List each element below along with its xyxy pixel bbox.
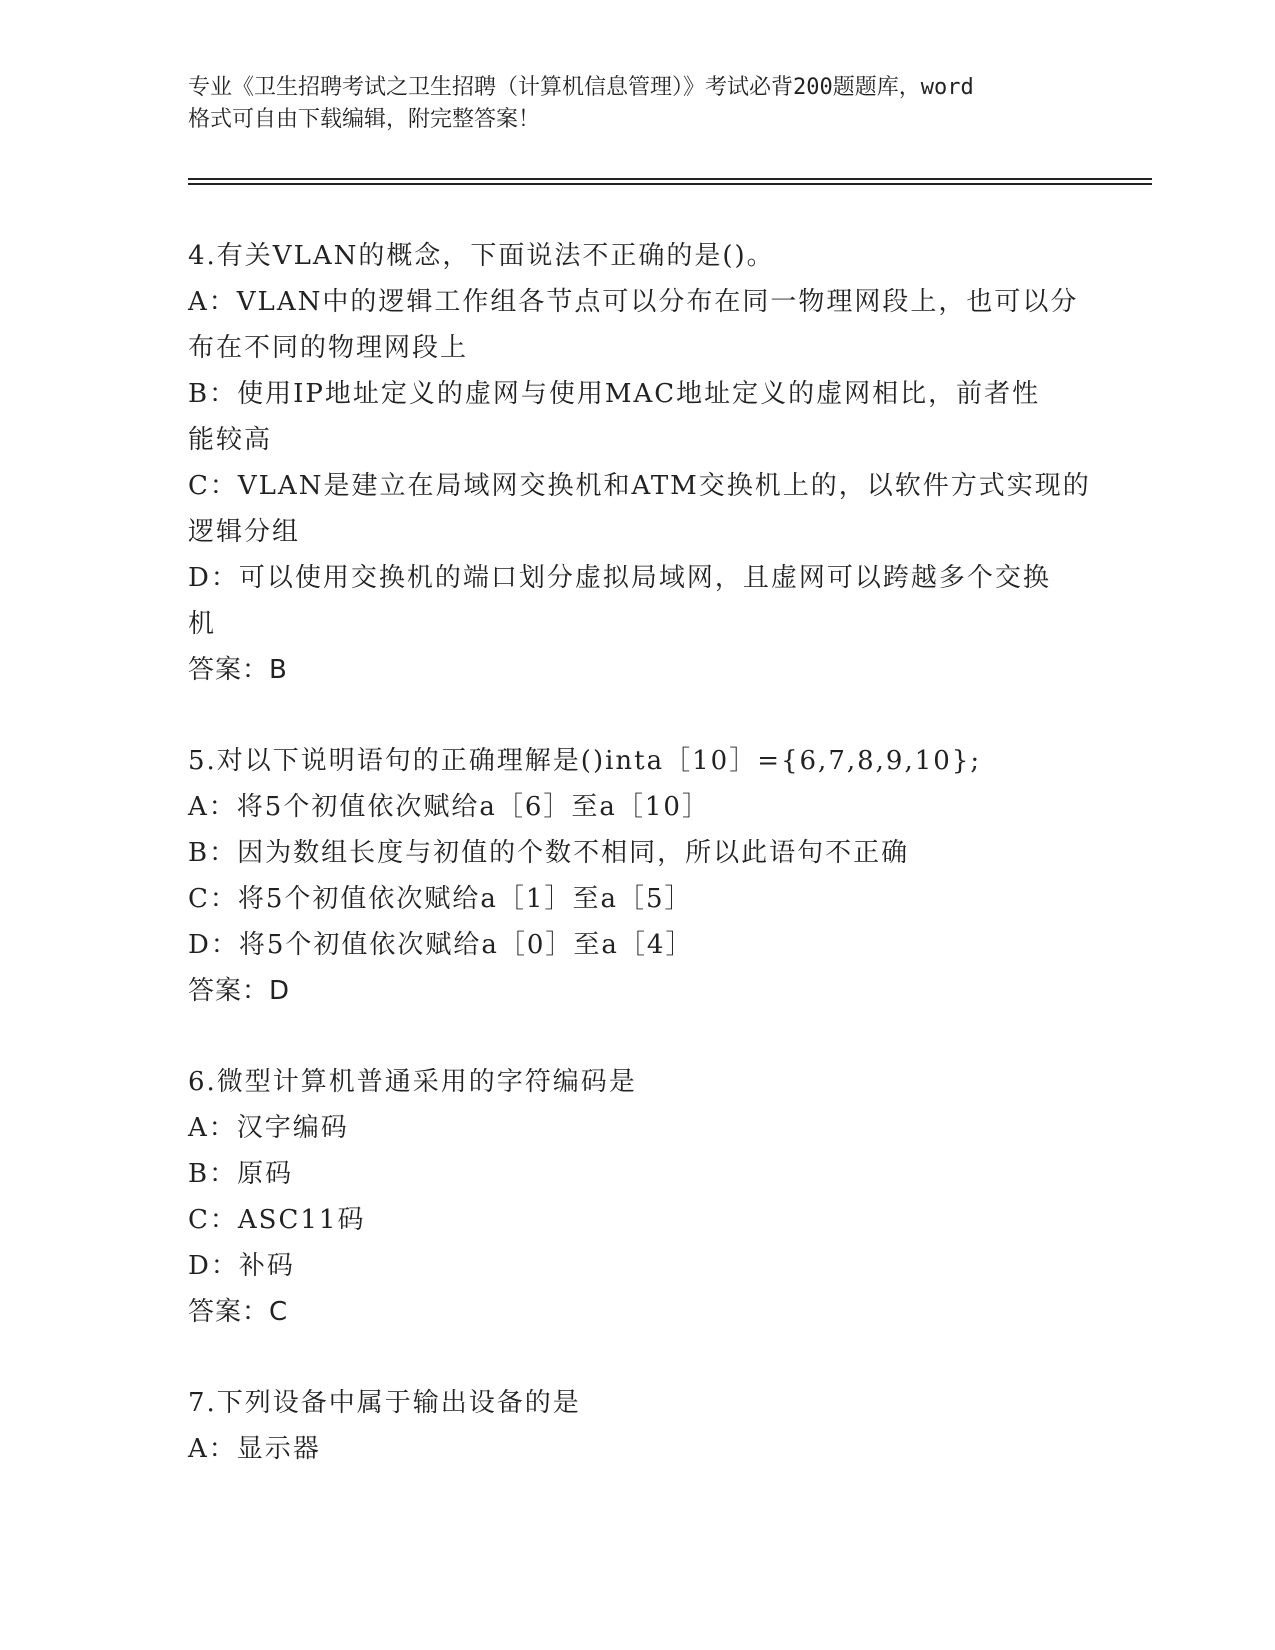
option-c: C：VLAN是建立在局域网交换机和ATM交换机上的，以软件方式实现的 [188,471,1091,501]
option-b: B：因为数组长度与初值的个数不相同，所以此语句不正确 [188,838,910,868]
question-6 [188,1059,1088,1335]
option-d: D：可以使用交换机的端口划分虚拟局域网，且虚网可以跨越多个交换 [188,563,1051,593]
question-5 [188,738,1088,1014]
answer: 答案：C [188,1297,289,1327]
question-stem: 4.有关VLAN的概念，下面说法不正确的是()。 [188,241,775,271]
question-stem: 6.微型计算机普通采用的字符编码是 [188,1067,637,1097]
header-line-1: 专业《卫生招聘考试之卫生招聘（计算机信息管理）》考试必背200题题库，word [188,75,974,100]
header-divider-top [188,178,1152,180]
option-a: A：将5个初值依次赋给a［6］至a［10］ [188,792,710,822]
option-a: A：显示器 [188,1434,321,1464]
option-c-cont: 逻辑分组 [188,517,301,547]
question-stem: 5.对以下说明语句的正确理解是()inta［10］={6,7,8,9,10}; [188,746,982,776]
option-b: B：原码 [188,1159,294,1189]
option-b: B：使用IP地址定义的虚网与使用MAC地址定义的虚网相比，前者性 [188,379,1041,409]
document-header [188,72,1088,136]
option-a: A：汉字编码 [188,1113,349,1143]
option-d: D：将5个初值依次赋给a［0］至a［4］ [188,930,694,960]
option-b-cont: 能较高 [188,425,273,455]
answer: 答案：B [188,655,288,685]
question-4 [188,233,1091,693]
option-d-cont: 机 [188,609,217,639]
question-list [188,233,1091,1517]
answer: 答案：D [188,976,291,1006]
header-divider-bottom [188,183,1152,185]
option-a: A：VLAN中的逻辑工作组各节点可以分布在同一物理网段上，也可以分 [188,287,1079,317]
option-c: C：将5个初值依次赋给a［1］至a［5］ [188,884,693,914]
option-a-cont: 布在不同的物理网段上 [188,333,469,363]
question-stem: 7.下列设备中属于输出设备的是 [188,1388,581,1418]
option-d: D：补码 [188,1251,295,1281]
question-7 [188,1380,1088,1472]
header-line-2: 格式可自由下载编辑，附完整答案！ [188,107,541,132]
option-c: C：ASC11码 [188,1205,366,1235]
